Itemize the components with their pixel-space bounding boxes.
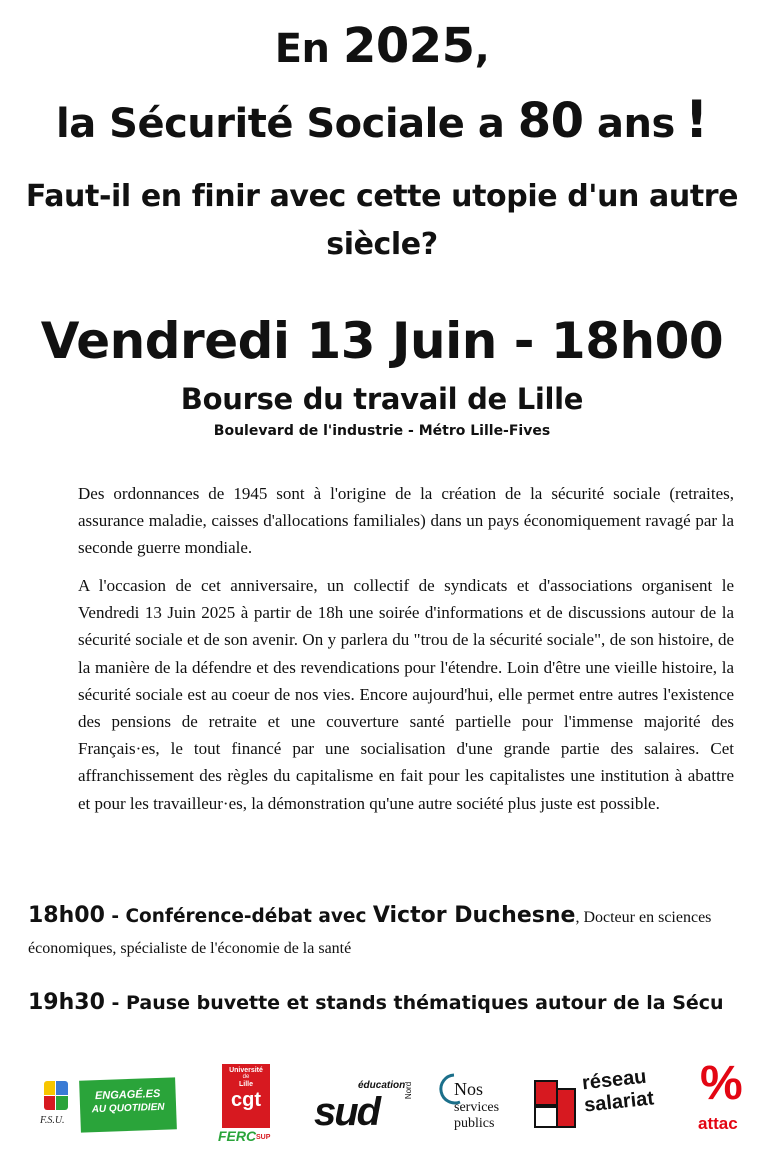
cgt-main-label: cgt [231,1089,261,1111]
question-line-1: Faut-il en finir avec cette utopie d'un autre [25,179,739,214]
title-prefix: En [274,26,330,72]
schedule-time: 18h00 [28,903,105,928]
cgt-lille-label: Lille [238,1081,253,1088]
schedule-speaker-details-continued: économiques, spécialiste de l'économie de la santé [28,940,352,957]
schedule-speaker-details: , Docteur en sciences [575,909,712,926]
title-line-2 [0,88,764,156]
intro-paragraph: Des ordonnances de 1945 sont à l'origine de la création de la sécurité sociale (retraites, assurance maladie, caisses d'allocations familiales) dans un pays économiquement ravagé par la seconde guerre mondiale. [78,484,734,558]
description-paragraph: A l'occasion de cet anniversaire, un collectif de syndicats et d'associations organisent le Vendredi 13 Juin 2025 à partir de 18h une soirée d'informations et de discussions autour de la sécurité sociale et de son avenir. On y parlera du "trou de la sécurité sociale", de son histoire, de la manière de la défendre et des revendications pour l'étendre. Loin d'être une vieille histoire, la sécurité sociale est au coeur de nos vies. Encore aujourd'hui, elle permet entre autres l'existence des pensions de retraite et une couverture santé partielle pour l'immense majorité des Français·es, le tout financé par une socialisation d'une grande partie des salaires. Cet affranchissement des règles du capitalisme en fait pour les capitalistes une institution à abattre et pour les travailleur·es, la démonstration qu'une autre société plus juste est possible. [78,576,734,813]
attac-name: attac [698,1114,738,1133]
rs-line2: salariat [583,1087,656,1117]
schedule-item-break [28,988,748,1019]
sud-nord-label: Nord [404,1081,414,1100]
fsu-badge-line2: AU QUOTIDIEN [91,1101,165,1116]
cgt-university-label: Université [229,1067,263,1074]
logo-fsu [40,1075,180,1141]
schedule-item-conference [28,903,748,931]
logo-reseau-salariat [530,1066,674,1138]
attac-percent-icon: % [700,1057,743,1110]
logo-sud-education [312,1080,412,1136]
fsu-label: F.S.U. [40,1115,65,1126]
cgt-red-block [222,1064,270,1128]
schedule-description: - Conférence-débat avec [104,906,373,927]
title-subject: la Sécurité Sociale a [56,101,505,147]
title-ans: ans [597,101,675,147]
title-age: 80 [517,93,584,149]
sud-education-label: éducation [358,1080,406,1091]
event-venue: Bourse du travail de Lille [180,382,584,416]
schedule-time: 19h30 [28,990,105,1015]
sud-main-label: sud [314,1090,380,1134]
cgt-ferc-label: FERC [218,1128,257,1144]
schedule-speaker: Victor Duchesne [372,903,576,928]
logo-attac [694,1058,750,1138]
title-comma: , [474,26,490,72]
fsu-emblem-icon [42,1081,72,1113]
nsp-line3: publics [454,1116,495,1131]
question-line-2: siècle? [326,227,438,262]
nsp-line1: Nos [454,1079,484,1099]
fsu-badge [79,1077,177,1132]
logo-cgt-ferc-sup [216,1064,280,1148]
title-year: 2025 [342,18,475,74]
rs-line1: réseau [581,1065,648,1095]
title-exclamation: ! [684,90,708,150]
event-date-time: Vendredi 13 Juin - 18h00 [40,312,724,370]
rs-emblem-icon [534,1080,578,1128]
event-address: Boulevard de l'industrie - Métro Lille-Fives [213,423,551,439]
nsp-line2: services [454,1100,500,1115]
title-line-1 [0,18,764,77]
fsu-badge-line1: ENGAGÉ.ES [94,1087,161,1103]
cgt-de-label: de [242,1074,250,1080]
cgt-sup-label: SUP [256,1134,271,1141]
schedule-description: - Pause buvette et stands thématiques autour de la Sécu [104,992,724,1014]
logo-nos-services-publics [434,1070,518,1136]
